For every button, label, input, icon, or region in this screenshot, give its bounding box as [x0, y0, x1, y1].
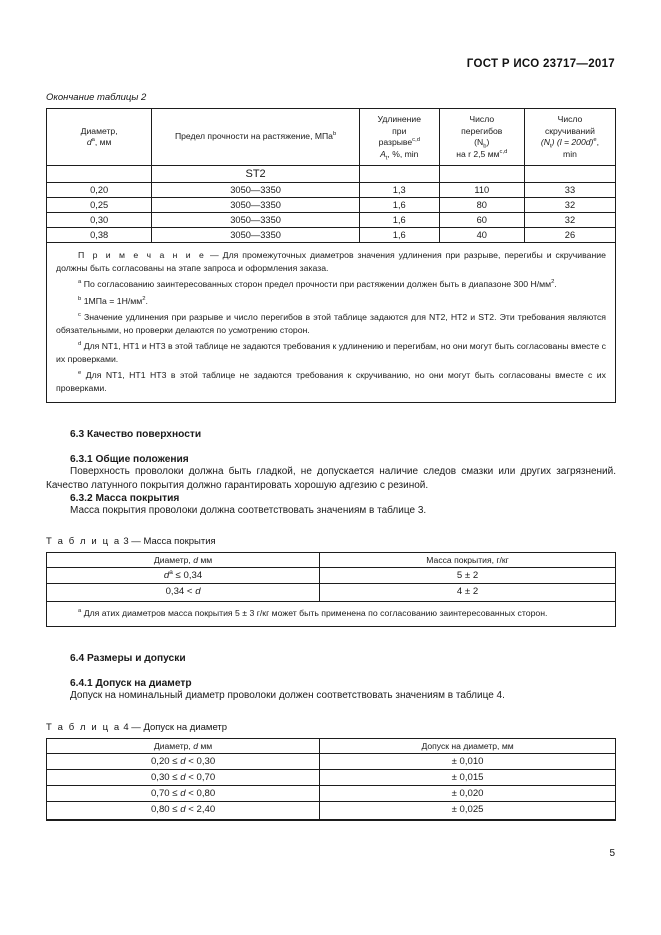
- t4-r0-range: [47, 753, 320, 769]
- t4-r3-pre: 0,80 ≤: [150, 803, 181, 815]
- table-row: [47, 753, 616, 769]
- t3-r0-post: ≤ 0,34: [172, 570, 203, 582]
- t2-r1-diameter: 0,25: [47, 198, 152, 213]
- footnote-c-mark: c: [78, 311, 81, 318]
- t4-r3-tolerance: ± 0,025: [320, 801, 616, 819]
- t2-r1-bends: 80: [439, 198, 524, 213]
- t2-r2-twists: 32: [524, 213, 615, 228]
- t4-r2-pre: 0,70 ≤: [150, 787, 181, 799]
- table3-footnote-a: [56, 607, 606, 620]
- paragraph-6-3-2: Масса покрытия проволоки должна соответствовать значениям в таблице 3.: [70, 505, 427, 517]
- footnote-b-mark: b: [78, 295, 82, 302]
- t4-c1-post: мм: [197, 740, 213, 751]
- t3-footnote-text: Для атих диаметров масса покрытия 5 ± 3 г/кг может быть применена по согласованию заинтересованных сторон.: [81, 608, 548, 619]
- t2-c3-l3: разрыве: [378, 137, 413, 148]
- table-row: [47, 769, 616, 785]
- t4-r0-var: d: [180, 755, 186, 767]
- table-row: [47, 198, 616, 213]
- t3-r0-mass: 5 ± 2: [320, 568, 616, 584]
- t2-c5-mid: ) (l = 200d): [551, 137, 594, 148]
- t2-r1-elongation: 1,6: [359, 198, 439, 213]
- heading-6-3-2: 6.3.2 Масса покрытия: [70, 493, 180, 505]
- table4-bottom-rule: [47, 819, 616, 820]
- table3-header-row: [47, 553, 616, 568]
- heading-6-3: 6.3 Качество поверхности: [70, 428, 202, 440]
- footnote-d-mark: d: [78, 340, 82, 347]
- table-row: [47, 213, 616, 228]
- t3-r1-diameter: [47, 584, 320, 602]
- table3-caption-rest: 3 — Масса покрытия: [120, 536, 216, 548]
- t2-c1-sup: a: [91, 137, 95, 144]
- footnote-a-sup: 2: [551, 279, 555, 286]
- t4-r1-range: [47, 769, 320, 785]
- t2-c5-l4: min: [563, 148, 577, 159]
- table2-footnote-c: [56, 311, 606, 337]
- heading-6-3-1: 6.3.1 Общие положения: [70, 453, 189, 465]
- table4-header-row: [47, 738, 616, 753]
- note-label: П р и м е ч а н и е: [78, 250, 207, 261]
- table-row: [47, 801, 616, 819]
- note-text: — Для промежуточных диаметров значения удлинения при разрыве, перегибы и скручивание должны быть согласованы на этапе запроса и оформления заказа.: [56, 250, 606, 274]
- t4-r3-post: < 2,40: [185, 803, 216, 815]
- table2-footnote-b: [56, 295, 606, 308]
- t2-r0-bends: 110: [439, 183, 524, 198]
- t2-r2-strength: 3050—3350: [152, 213, 360, 228]
- t4-r1-pre: 0,30 ≤: [150, 771, 181, 783]
- t2-c1-var: d: [86, 137, 92, 148]
- table-4: [46, 738, 616, 821]
- table2-caption: Окончание таблицы 2: [46, 92, 147, 103]
- table2-col5-header: [524, 109, 615, 166]
- t4-r1-tolerance: ± 0,015: [320, 769, 616, 785]
- table2-group-row: [47, 166, 616, 183]
- t4-r1-var: d: [180, 771, 186, 783]
- page-number: 5: [609, 848, 615, 859]
- t2-c5-sub: t: [549, 143, 552, 150]
- table2-col1-header: [47, 109, 152, 166]
- t3-r0-sup: a: [169, 569, 173, 577]
- t3-r1-var: d: [195, 586, 201, 598]
- t2-c4-l1: Число: [469, 114, 495, 124]
- table3-caption-label: Т а б л и ц а: [46, 536, 121, 548]
- footnote-b-text: 1МПа = 1Н/мм: [81, 295, 143, 306]
- t2-r3-strength: 3050—3350: [152, 228, 360, 243]
- t2-c2-text: Предел прочности на растяжение, МПа: [174, 131, 333, 142]
- t4-r2-range: [47, 785, 320, 801]
- table4-caption-rest: 4 — Допуск на диаметр: [120, 721, 228, 733]
- table2-group-blank3: [359, 166, 439, 183]
- t2-r1-strength: 3050—3350: [152, 198, 360, 213]
- table2-col4-header: [439, 109, 524, 166]
- t2-c3-sub: t: [385, 155, 388, 162]
- t2-c5-l2: скручиваний: [545, 125, 595, 136]
- t3-c1-post: мм: [197, 555, 213, 566]
- t2-r2-bends: 60: [439, 213, 524, 228]
- table4-caption: [46, 722, 616, 733]
- table2-col2-header: [152, 109, 360, 166]
- t2-r3-twists: 26: [524, 228, 615, 243]
- table-row: [47, 228, 616, 243]
- t2-r0-elongation: 1,3: [359, 183, 439, 198]
- t2-r0-diameter: 0,20: [47, 183, 152, 198]
- table3-col2-header: Масса покрытия, г/кг: [320, 553, 616, 568]
- t2-c4-l3b: ): [486, 137, 490, 148]
- table2-notes: [46, 243, 616, 402]
- t4-r2-tolerance: ± 0,020: [320, 785, 616, 801]
- t3-r0-diameter: [47, 568, 320, 584]
- table-row: [47, 785, 616, 801]
- table2-footnote-d: [56, 340, 606, 366]
- t4-c1-var: d: [193, 740, 198, 751]
- t2-c4-l2: перегибов: [461, 125, 503, 136]
- table2-note: [56, 249, 606, 275]
- table4-caption-label: Т а б л и ц а: [46, 721, 121, 733]
- table2-group-label: ST2: [152, 166, 360, 183]
- t3-r1-mass: 4 ± 2: [320, 584, 616, 602]
- t4-r0-post: < 0,30: [185, 755, 216, 767]
- table-3: [46, 552, 616, 602]
- t4-r0-tolerance: ± 0,010: [320, 753, 616, 769]
- t2-c5-l1: Число: [557, 114, 583, 124]
- standard-header: ГОСТ Р ИСО 23717—2017: [466, 58, 615, 70]
- t2-c5-sup: e: [593, 137, 597, 144]
- heading-6-4: 6.4 Размеры и допуски: [70, 653, 186, 665]
- table2-header-row: [47, 109, 616, 166]
- footnote-c-text: Значение удлинения при разрыве и число перегибов в этой таблице задаются для NT2, HT2 и ST2. Эти требования являются обязательными, но проверки делаются по усмотрению сторон.: [56, 311, 606, 335]
- footnote-a-mark: a: [78, 279, 82, 286]
- t2-c3-l1: Удлинение: [377, 114, 421, 124]
- t2-c4-l3a: (N: [474, 137, 484, 148]
- t2-r3-diameter: 0,38: [47, 228, 152, 243]
- t2-r0-twists: 33: [524, 183, 615, 198]
- page-content: [46, 92, 616, 821]
- t3-r1-pre: 0,34 <: [165, 586, 196, 598]
- t2-c3-sup: c,d: [412, 137, 420, 144]
- table-row: [47, 584, 616, 602]
- t2-r3-bends: 40: [439, 228, 524, 243]
- t4-r2-post: < 0,80: [185, 787, 216, 799]
- footnote-d-text: Для NT1, HT1 и HT3 в этой таблице не задаются требования к удлинению и перегибам, но они могут быть согласованы вместе с их проверками.: [56, 340, 606, 364]
- footnote-e-text: Для NT1, HT1 HT3 в этой таблице не задаются требования к скручиванию, но они могут быть согласованы вместе с их проверками.: [56, 369, 606, 393]
- table2-col3-header: [359, 109, 439, 166]
- t2-r2-diameter: 0,30: [47, 213, 152, 228]
- table3-footnote: [46, 602, 616, 627]
- footnote-b-tail: .: [145, 295, 148, 306]
- t4-r2-var: d: [180, 787, 186, 799]
- t2-r3-elongation: 1,6: [359, 228, 439, 243]
- table4-col2-header: Допуск на диаметр, мм: [320, 738, 616, 753]
- t4-r1-post: < 0,70: [185, 771, 216, 783]
- t2-c1-l1: Диаметр,: [80, 125, 118, 136]
- t3-c1-pre: Диаметр,: [153, 555, 194, 566]
- t2-c3-l4: , %, min: [387, 148, 419, 159]
- heading-6-4-1: 6.4.1 Допуск на диаметр: [70, 678, 192, 690]
- table4-col1-header: [47, 738, 320, 753]
- footnote-a-tail: .: [554, 279, 557, 290]
- table2-footnote-a: [56, 278, 606, 291]
- t2-c2-sup: b: [332, 131, 337, 138]
- t3-r0-var: d: [163, 570, 170, 582]
- table2-group-blank1: [47, 166, 152, 183]
- table2-group-blank5: [524, 166, 615, 183]
- t2-c3-l2: при: [392, 125, 407, 136]
- table2-footnote-e: [56, 369, 606, 395]
- table2-group-blank4: [439, 166, 524, 183]
- table3-col1-header: [47, 553, 320, 568]
- t4-r3-range: [47, 801, 320, 819]
- table-row: [47, 183, 616, 198]
- t2-r2-elongation: 1,6: [359, 213, 439, 228]
- t2-c5-comma: ,: [596, 137, 600, 148]
- t2-c1-unit: , мм: [94, 137, 112, 148]
- table3-caption: [46, 536, 616, 547]
- table-2: [46, 108, 616, 243]
- t4-r3-var: d: [180, 803, 186, 815]
- t2-r1-twists: 32: [524, 198, 615, 213]
- footnote-b-sup: 2: [142, 295, 146, 302]
- paragraph-6-4-1: Допуск на номинальный диаметр проволоки должен соответствовать значениям в таблице 4.: [70, 690, 505, 702]
- footnote-e-mark: e: [78, 369, 82, 376]
- table-row: [47, 568, 616, 584]
- t3-footnote-mark: a: [78, 608, 82, 615]
- t4-c1-pre: Диаметр,: [153, 740, 194, 751]
- t2-r0-strength: 3050—3350: [152, 183, 360, 198]
- paragraph-6-3-1: Поверхность проволоки должна быть гладкой, не допускается наличие следов смазки или других загрязнений. Качество латунного покрытия должно гарантировать хорошую адгезию с резиной.: [46, 465, 616, 492]
- t2-c4-sub: b: [483, 143, 487, 150]
- t2-c4-l4: на r 2,5 мм: [456, 148, 500, 159]
- t4-r0-pre: 0,20 ≤: [150, 755, 181, 767]
- t2-c3-var: A: [380, 148, 386, 159]
- t3-c1-var: d: [193, 555, 198, 566]
- footnote-a-text: По согласованию заинтересованных сторон предел прочности при растяжении должен быть в диапазоне 300 Н/мм: [81, 279, 552, 290]
- t2-c5-var: (N: [540, 137, 550, 148]
- t2-c4-sup: c,d: [499, 148, 508, 155]
